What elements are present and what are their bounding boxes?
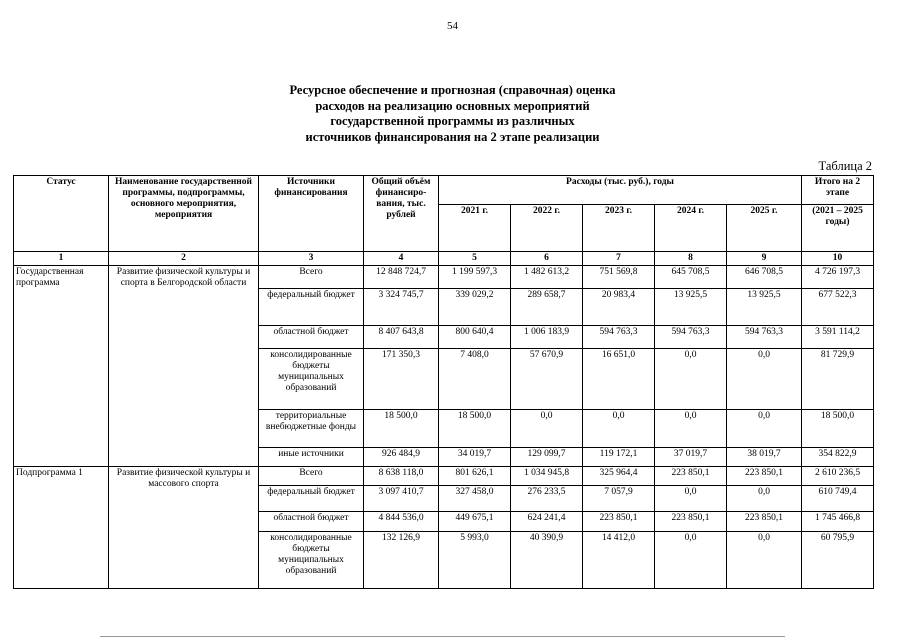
year-amount-cell: 5 993,0 bbox=[439, 532, 511, 589]
column-number: 2 bbox=[109, 252, 259, 266]
column-number: 7 bbox=[583, 252, 655, 266]
stage-total-cell: 3 591 114,2 bbox=[802, 326, 874, 349]
status-cell: Государственная программа bbox=[14, 266, 109, 467]
year-amount-cell: 325 964,4 bbox=[583, 467, 655, 486]
column-number: 6 bbox=[511, 252, 583, 266]
year-amount-cell: 751 569,8 bbox=[583, 266, 655, 289]
header-expenses: Расходы (тыс. руб.), годы bbox=[439, 176, 802, 205]
year-amount-cell: 624 241,4 bbox=[511, 512, 583, 532]
budget-table bbox=[13, 175, 874, 589]
program-name-cell: Развитие физической культуры и спорта в Белгородской области bbox=[109, 266, 259, 467]
year-amount-cell: 646 708,5 bbox=[727, 266, 802, 289]
total-amount-cell: 8 638 118,0 bbox=[364, 467, 439, 486]
status-cell: Подпрограмма 1 bbox=[14, 467, 109, 589]
header-year: 2022 г. bbox=[511, 205, 583, 252]
stage-total-cell: 610 749,4 bbox=[802, 486, 874, 512]
year-amount-cell: 20 983,4 bbox=[583, 289, 655, 326]
year-amount-cell: 18 500,0 bbox=[439, 410, 511, 448]
funding-source-cell: областной бюджет bbox=[259, 326, 364, 349]
column-number: 1 bbox=[14, 252, 109, 266]
year-amount-cell: 223 850,1 bbox=[655, 467, 727, 486]
year-amount-cell: 0,0 bbox=[727, 532, 802, 589]
header-total: Общий объём финансиро-вания, тыс. рублей bbox=[364, 176, 439, 252]
table-label: Таблица 2 bbox=[818, 159, 872, 173]
total-amount-cell: 18 500,0 bbox=[364, 410, 439, 448]
stage-total-cell: 60 795,9 bbox=[802, 532, 874, 589]
year-amount-cell: 38 019,7 bbox=[727, 448, 802, 467]
total-amount-cell: 8 407 643,8 bbox=[364, 326, 439, 349]
header-year: 2025 г. bbox=[727, 205, 802, 252]
year-amount-cell: 223 850,1 bbox=[583, 512, 655, 532]
funding-source-cell: консолидированные бюджеты муниципальных образований bbox=[259, 532, 364, 589]
year-amount-cell: 0,0 bbox=[655, 486, 727, 512]
year-amount-cell: 57 670,9 bbox=[511, 349, 583, 410]
funding-source-cell: федеральный бюджет bbox=[259, 486, 364, 512]
header-year: 2021 г. bbox=[439, 205, 511, 252]
header-year: 2024 г. bbox=[655, 205, 727, 252]
total-amount-cell: 171 350,3 bbox=[364, 349, 439, 410]
year-amount-cell: 1 482 613,2 bbox=[511, 266, 583, 289]
year-amount-cell: 594 763,3 bbox=[727, 326, 802, 349]
stage-total-cell: 18 500,0 bbox=[802, 410, 874, 448]
year-amount-cell: 13 925,5 bbox=[727, 289, 802, 326]
title-line: источников финансирования на 2 этапе реализации bbox=[305, 129, 600, 144]
title-line: Ресурсное обеспечение и прогнозная (справочная) оценка bbox=[289, 83, 616, 97]
column-number: 3 bbox=[259, 252, 364, 266]
year-amount-cell: 594 763,3 bbox=[655, 326, 727, 349]
year-amount-cell: 13 925,5 bbox=[655, 289, 727, 326]
year-amount-cell: 37 019,7 bbox=[655, 448, 727, 467]
year-amount-cell: 34 019,7 bbox=[439, 448, 511, 467]
page-number: 54 bbox=[447, 20, 458, 32]
funding-source-cell: Всего bbox=[259, 467, 364, 486]
program-name-cell: Развитие физической культуры и массового спорта bbox=[109, 467, 259, 589]
funding-source-cell: областной бюджет bbox=[259, 512, 364, 532]
table-row bbox=[14, 266, 874, 289]
total-amount-cell: 926 484,9 bbox=[364, 448, 439, 467]
year-amount-cell: 223 850,1 bbox=[727, 512, 802, 532]
column-number: 9 bbox=[727, 252, 802, 266]
year-amount-cell: 594 763,3 bbox=[583, 326, 655, 349]
column-number: 10 bbox=[802, 252, 874, 266]
year-amount-cell: 0,0 bbox=[727, 349, 802, 410]
funding-source-cell: федеральный бюджет bbox=[259, 289, 364, 326]
funding-source-cell: иные источники bbox=[259, 448, 364, 467]
year-amount-cell: 129 099,7 bbox=[511, 448, 583, 467]
total-amount-cell: 3 097 410,7 bbox=[364, 486, 439, 512]
year-amount-cell: 801 626,1 bbox=[439, 467, 511, 486]
stage-total-cell: 81 729,9 bbox=[802, 349, 874, 410]
stage-total-cell: 1 745 466,8 bbox=[802, 512, 874, 532]
year-amount-cell: 339 029,2 bbox=[439, 289, 511, 326]
total-amount-cell: 3 324 745,7 bbox=[364, 289, 439, 326]
year-amount-cell: 276 233,5 bbox=[511, 486, 583, 512]
year-amount-cell: 223 850,1 bbox=[727, 467, 802, 486]
year-amount-cell: 0,0 bbox=[727, 410, 802, 448]
page-edge-line bbox=[100, 636, 785, 637]
year-amount-cell: 800 640,4 bbox=[439, 326, 511, 349]
total-amount-cell: 12 848 724,7 bbox=[364, 266, 439, 289]
header-status: Статус bbox=[14, 176, 109, 252]
title-line: государственной программы из различных bbox=[330, 114, 575, 128]
year-amount-cell: 223 850,1 bbox=[655, 512, 727, 532]
stage-total-cell: 4 726 197,3 bbox=[802, 266, 874, 289]
column-number: 4 bbox=[364, 252, 439, 266]
header-source: Источники финансирования bbox=[259, 176, 364, 252]
year-amount-cell: 7 057,9 bbox=[583, 486, 655, 512]
funding-source-cell: консолидированные бюджеты муниципальных образований bbox=[259, 349, 364, 410]
total-amount-cell: 132 126,9 bbox=[364, 532, 439, 589]
year-amount-cell: 449 675,1 bbox=[439, 512, 511, 532]
funding-source-cell: Всего bbox=[259, 266, 364, 289]
header-stage-total: Итого на 2 этапе bbox=[802, 176, 874, 205]
title-line: расходов на реализацию основных мероприятий bbox=[315, 98, 590, 113]
year-amount-cell: 0,0 bbox=[727, 486, 802, 512]
stage-total-cell: 2 610 236,5 bbox=[802, 467, 874, 486]
year-amount-cell: 7 408,0 bbox=[439, 349, 511, 410]
year-amount-cell: 0,0 bbox=[511, 410, 583, 448]
year-amount-cell: 327 458,0 bbox=[439, 486, 511, 512]
year-amount-cell: 0,0 bbox=[655, 410, 727, 448]
year-amount-cell: 0,0 bbox=[655, 532, 727, 589]
document-title bbox=[150, 83, 755, 145]
year-amount-cell: 119 172,1 bbox=[583, 448, 655, 467]
header-year: 2023 г. bbox=[583, 205, 655, 252]
header-stage-range: (2021 – 2025 годы) bbox=[802, 205, 874, 252]
stage-total-cell: 677 522,3 bbox=[802, 289, 874, 326]
year-amount-cell: 0,0 bbox=[583, 410, 655, 448]
year-amount-cell: 645 708,5 bbox=[655, 266, 727, 289]
year-amount-cell: 14 412,0 bbox=[583, 532, 655, 589]
year-amount-cell: 289 658,7 bbox=[511, 289, 583, 326]
year-amount-cell: 40 390,9 bbox=[511, 532, 583, 589]
table-row bbox=[14, 467, 874, 486]
year-amount-cell: 16 651,0 bbox=[583, 349, 655, 410]
stage-total-cell: 354 822,9 bbox=[802, 448, 874, 467]
year-amount-cell: 1 199 597,3 bbox=[439, 266, 511, 289]
header-name: Наименование государственной программы, подпрограммы, основного мероприятия, мероприятия bbox=[109, 176, 259, 252]
year-amount-cell: 1 006 183,9 bbox=[511, 326, 583, 349]
column-number: 5 bbox=[439, 252, 511, 266]
funding-source-cell: территориальные внебюджетные фонды bbox=[259, 410, 364, 448]
total-amount-cell: 4 844 536,0 bbox=[364, 512, 439, 532]
year-amount-cell: 0,0 bbox=[655, 349, 727, 410]
column-number: 8 bbox=[655, 252, 727, 266]
year-amount-cell: 1 034 945,8 bbox=[511, 467, 583, 486]
